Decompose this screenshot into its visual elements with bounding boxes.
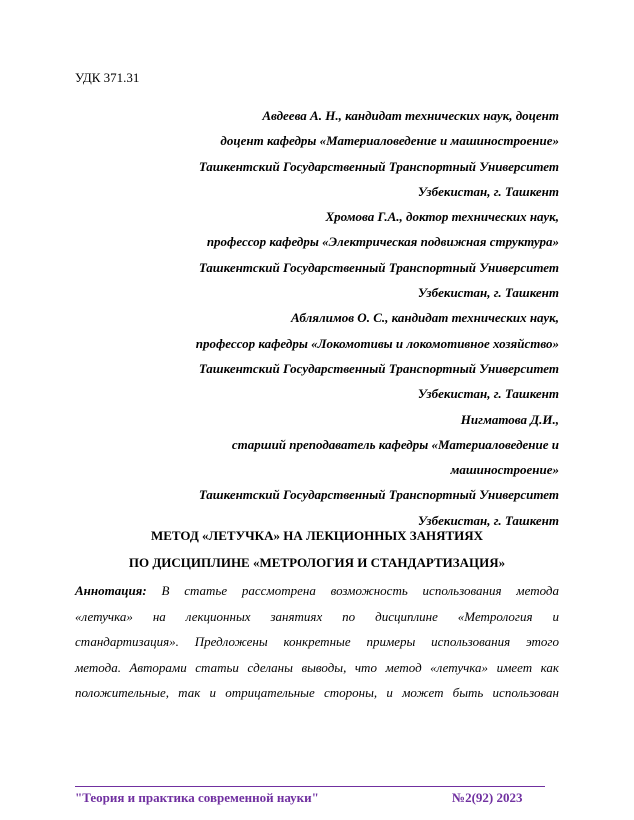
footer-divider: [75, 786, 545, 787]
abstract-label: Аннотация:: [75, 583, 147, 598]
article-title-line-1: МЕТОД «ЛЕТУЧКА» НА ЛЕКЦИОННЫХ ЗАНЯТИЯХ: [150, 528, 484, 543]
udc-code: УДК 371.31: [75, 70, 140, 85]
author-line: доцент кафедры «Материаловедение и машиностроение»: [220, 133, 559, 149]
abstract: [75, 578, 559, 706]
author-line: профессор кафедры «Локомотивы и локомотивное хозяйство»: [195, 335, 559, 351]
author-line: Аблялимов О. С., кандидат технических наук,: [290, 310, 559, 326]
author-line: Узбекистан, г. Ташкент: [417, 183, 559, 199]
article-title-line-2: ПО ДИСЦИПЛИНЕ «МЕТРОЛОГИЯ И СТАНДАРТИЗАЦИЯ»: [128, 555, 506, 570]
abstract-line: положительные, так и отрицательные стороны, и может быть использован: [75, 685, 559, 700]
author-line: старший преподаватель кафедры «Материаловедение и: [231, 436, 559, 452]
author-line: Узбекистан, г. Ташкент: [417, 386, 559, 402]
author-line: Ташкентский Государственный Транспортный Университет: [198, 487, 559, 503]
abstract-line: метода. Авторами статьи сделаны выводы, что метод «летучка» имеет как: [75, 659, 559, 675]
abstract-text: В статье рассмотрена возможность использования метода: [146, 583, 559, 598]
abstract-line: [75, 578, 559, 604]
author-line: машиностроение»: [450, 462, 559, 478]
author-line: Ташкентский Государственный Транспортный Университет: [198, 360, 559, 376]
author-line: Хромова Г.А., доктор технических наук,: [325, 209, 559, 225]
author-line: Узбекистан, г. Ташкент: [417, 285, 559, 301]
author-affiliations: [59, 103, 559, 533]
abstract-line: «летучка» на лекционных занятиях по дисциплине «Метрология и: [75, 608, 559, 624]
author-line: Авдеева А. Н., кандидат технических наук, доцент: [262, 108, 559, 123]
author-line: Нигматова Д.И.,: [460, 411, 559, 427]
issue-number: №2(92) 2023: [452, 790, 523, 805]
author-line: профессор кафедры «Электрическая подвижная структура»: [206, 234, 559, 250]
abstract-line: стандартизация». Предложены конкретные примеры использования этого: [75, 634, 559, 649]
author-line: Ташкентский Государственный Транспортный Университет: [198, 259, 559, 275]
journal-name: "Теория и практика современной науки": [75, 790, 319, 805]
author-line: Ташкентский Государственный Транспортный Университет: [198, 158, 559, 174]
author-line: Узбекистан, г. Ташкент: [417, 512, 559, 528]
